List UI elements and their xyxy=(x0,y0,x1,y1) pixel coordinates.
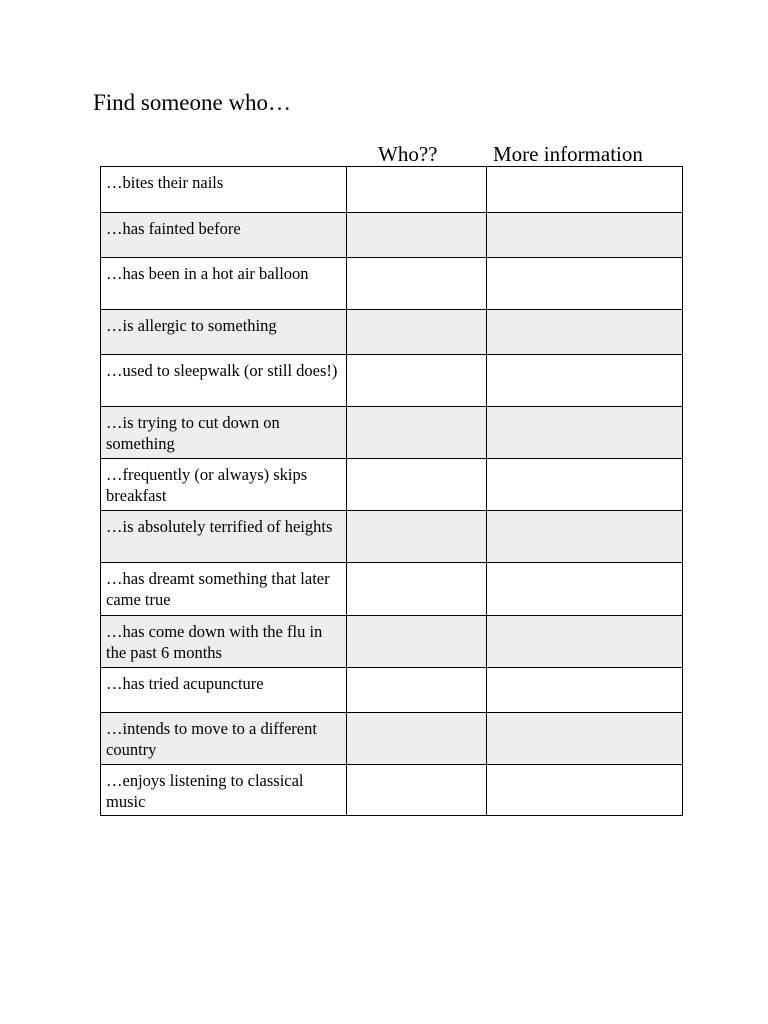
info-cell[interactable] xyxy=(487,355,683,407)
prompt-cell: …bites their nails xyxy=(101,167,347,213)
prompt-cell: …has been in a hot air balloon xyxy=(101,258,347,310)
who-cell[interactable] xyxy=(347,459,487,511)
prompt-cell: …frequently (or always) skips breakfast xyxy=(101,459,347,511)
table-row xyxy=(101,407,683,459)
who-cell[interactable] xyxy=(347,563,487,616)
prompt-cell: …has fainted before xyxy=(101,213,347,258)
table-row xyxy=(101,213,683,258)
prompt-cell: …enjoys listening to classical music xyxy=(101,765,347,816)
info-cell[interactable] xyxy=(487,511,683,563)
info-cell[interactable] xyxy=(487,459,683,511)
info-cell[interactable] xyxy=(487,668,683,713)
prompt-cell: …used to sleepwalk (or still does!) xyxy=(101,355,347,407)
info-cell[interactable] xyxy=(487,765,683,816)
table-row xyxy=(101,459,683,511)
prompt-cell: …is trying to cut down on something xyxy=(101,407,347,459)
info-cell[interactable] xyxy=(487,616,683,668)
info-cell[interactable] xyxy=(487,167,683,213)
who-cell[interactable] xyxy=(347,407,487,459)
prompt-cell: …has tried acupuncture xyxy=(101,668,347,713)
info-cell[interactable] xyxy=(487,310,683,355)
prompt-cell: …intends to move to a different country xyxy=(101,713,347,765)
who-cell[interactable] xyxy=(347,310,487,355)
find-someone-table xyxy=(100,166,683,816)
who-cell[interactable] xyxy=(347,355,487,407)
table-row xyxy=(101,765,683,816)
prompt-cell: …has dreamt something that later came true xyxy=(101,563,347,616)
table-row xyxy=(101,616,683,668)
info-cell[interactable] xyxy=(487,713,683,765)
prompt-cell: …has come down with the flu in the past 6 months xyxy=(101,616,347,668)
who-cell[interactable] xyxy=(347,668,487,713)
table-row xyxy=(101,563,683,616)
table-row xyxy=(101,713,683,765)
who-cell[interactable] xyxy=(347,213,487,258)
table-row xyxy=(101,668,683,713)
table-row xyxy=(101,310,683,355)
prompt-cell: …is absolutely terrified of heights xyxy=(101,511,347,563)
table-row xyxy=(101,258,683,310)
page-title: Find someone who… xyxy=(93,90,292,115)
who-cell[interactable] xyxy=(347,511,487,563)
info-cell[interactable] xyxy=(487,213,683,258)
table-row xyxy=(101,167,683,213)
column-header-more-information: More information xyxy=(493,142,643,166)
column-header-who: Who?? xyxy=(378,142,438,166)
info-cell[interactable] xyxy=(487,407,683,459)
prompt-cell: …is allergic to something xyxy=(101,310,347,355)
who-cell[interactable] xyxy=(347,713,487,765)
who-cell[interactable] xyxy=(347,765,487,816)
who-cell[interactable] xyxy=(347,616,487,668)
who-cell[interactable] xyxy=(347,167,487,213)
table-row xyxy=(101,511,683,563)
who-cell[interactable] xyxy=(347,258,487,310)
info-cell[interactable] xyxy=(487,563,683,616)
info-cell[interactable] xyxy=(487,258,683,310)
table-row xyxy=(101,355,683,407)
